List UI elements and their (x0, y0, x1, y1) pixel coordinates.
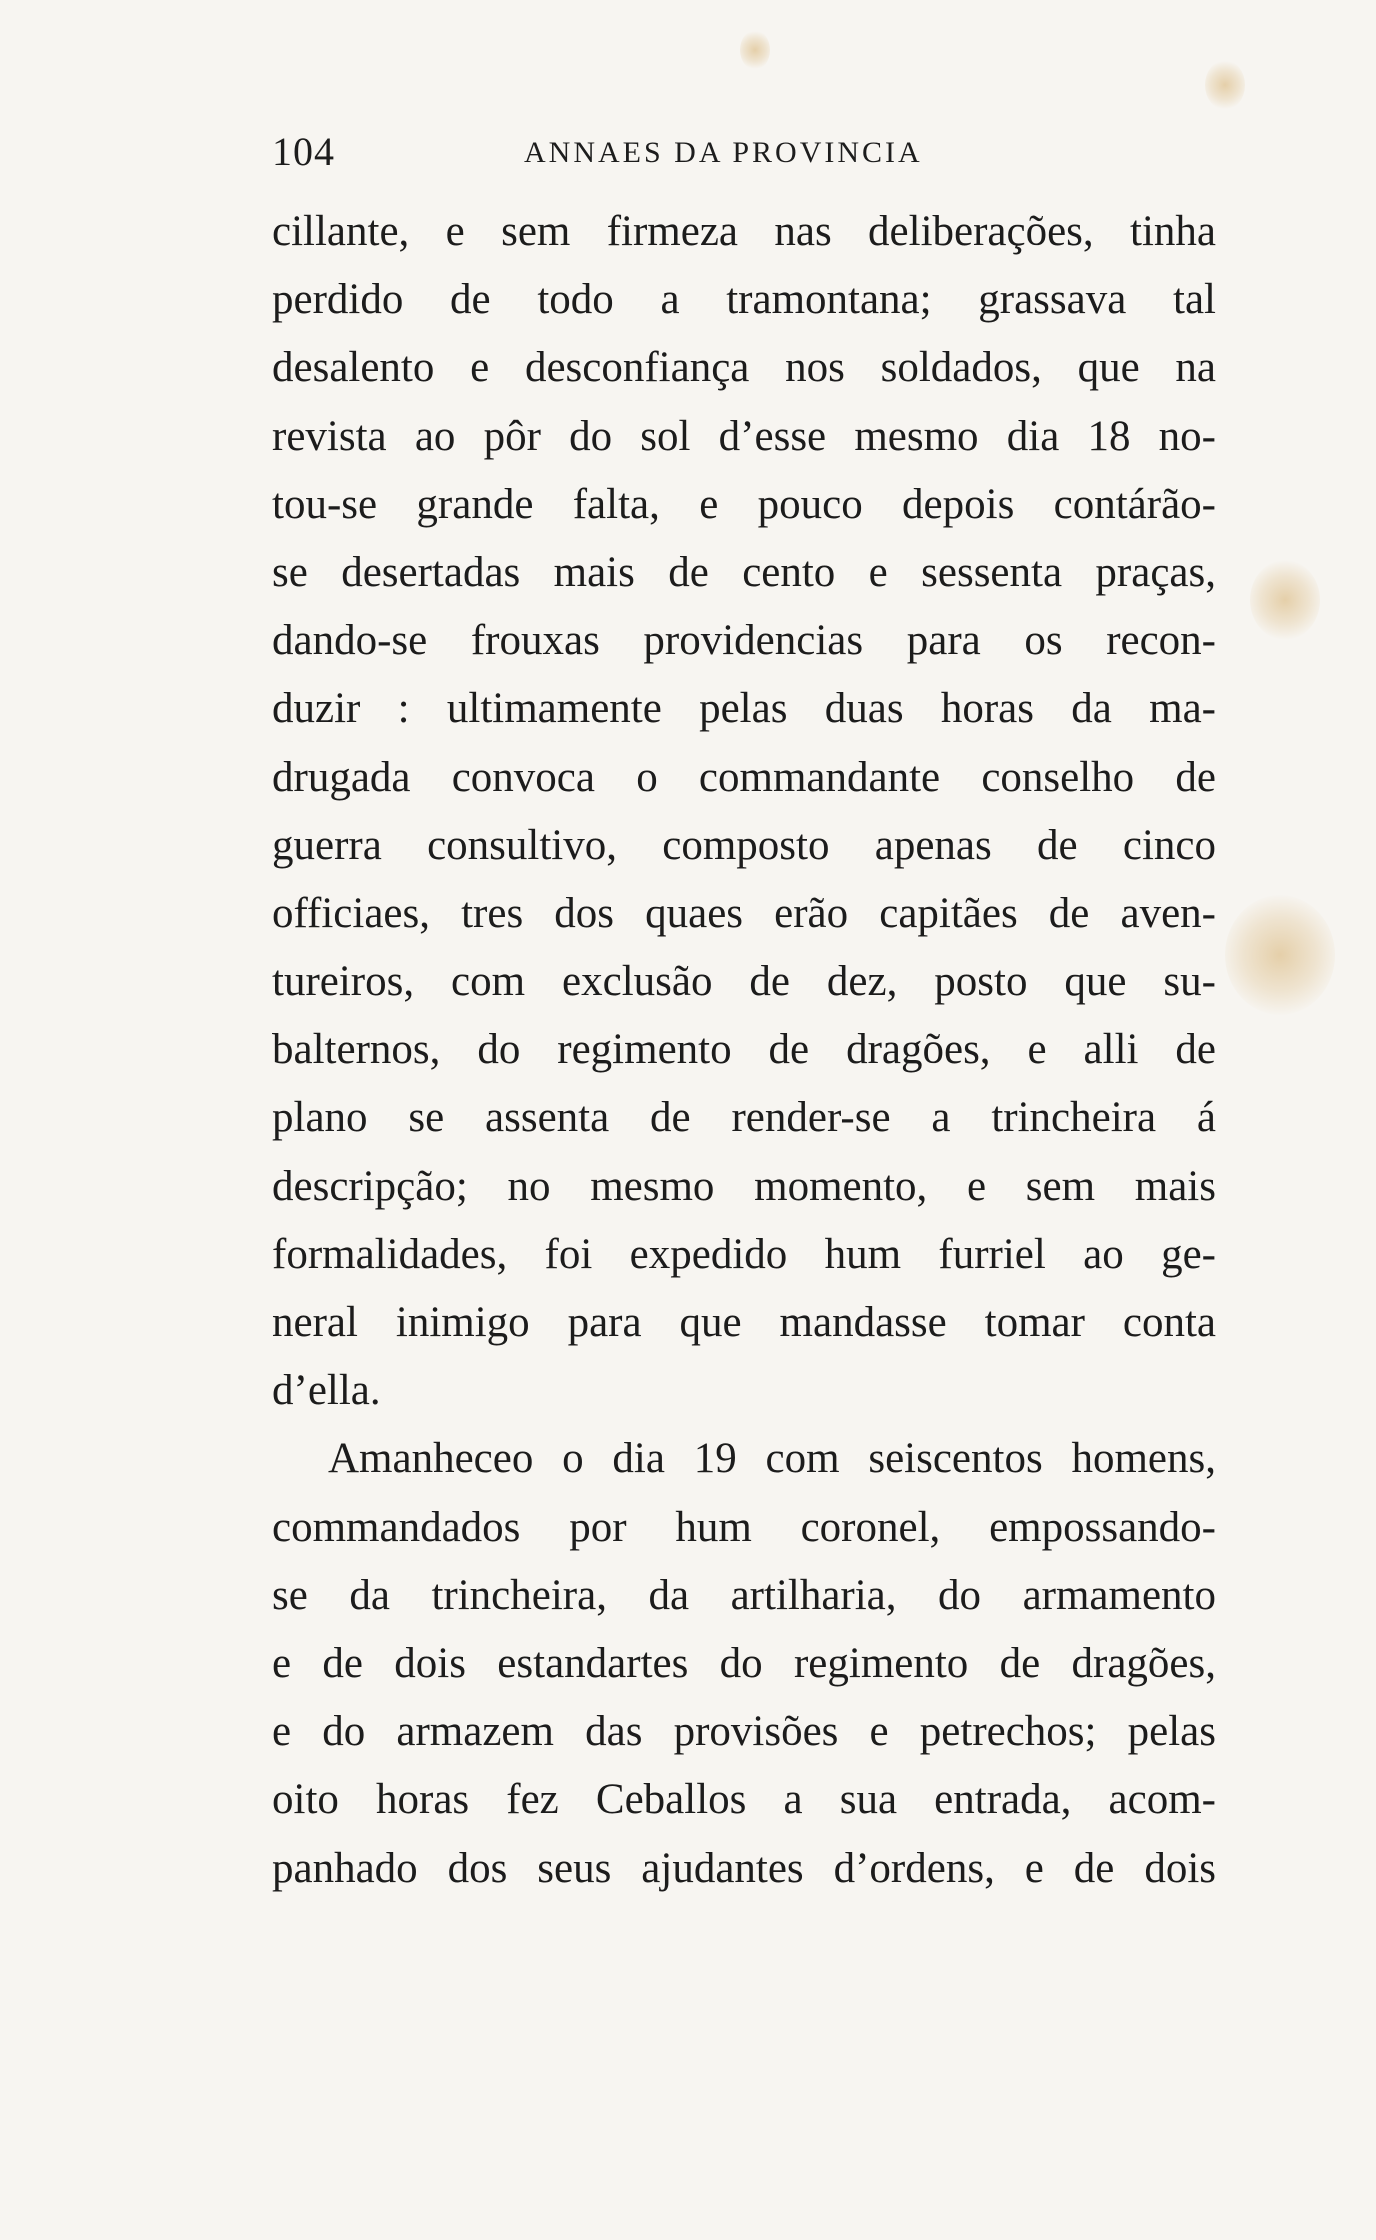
text-line: cillante, e sem firmeza nas deliberações, tinha (272, 208, 1216, 255)
text-line: formalidades, foi expedido hum furriel ao ge- (272, 1230, 1216, 1278)
text-line: guerra consultivo, composto apenas de cinco (272, 821, 1216, 869)
text-line: duzir : ultimamente pelas duas horas da ma- (272, 685, 1216, 733)
text-line: tureiros, com exclusão de dez, posto que su- (272, 958, 1216, 1006)
text-line: tou-se grande falta, e pouco depois contárão- (272, 480, 1216, 528)
foxing-stain (1205, 60, 1245, 110)
text-line: neral inimigo para que mandasse tomar conta (272, 1299, 1216, 1346)
text-line: descripção; no mesmo momento, e sem mais (272, 1162, 1216, 1210)
page-header (272, 128, 1212, 188)
text-line: dando-se frouxas providencias para os recon- (272, 617, 1216, 665)
text-line: plano se assenta de render-se a trincheira á (272, 1094, 1216, 1142)
text-line: drugada convoca o commandante conselho de (272, 753, 1216, 801)
text-line: commandados por hum coronel, empossando- (272, 1503, 1216, 1551)
text-line: e de dois estandartes do regimento de dragões, (272, 1639, 1216, 1687)
text-line: desalento e desconfiança nos soldados, que na (272, 344, 1216, 392)
running-head: ANNAES DA PROVINCIA (524, 136, 923, 169)
text-line: panhado dos seus ajudantes d’ordens, e de dois (272, 1844, 1216, 1892)
foxing-stain (1250, 560, 1320, 640)
text-line: officiaes, tres dos quaes erão capitães de aven- (272, 889, 1216, 937)
page-number: 104 (272, 129, 335, 174)
text-line: d’ella. (272, 1367, 381, 1415)
foxing-stain (1225, 895, 1335, 1015)
text-line: se da trincheira, da artilharia, do armamento (272, 1571, 1216, 1619)
text-line: perdido de todo a tramontana; grassava tal (272, 276, 1216, 324)
body-text (272, 198, 1216, 1903)
text-line: se desertadas mais de cento e sessenta praças, (272, 548, 1216, 596)
foxing-stain (740, 30, 770, 70)
text-line: oito horas fez Ceballos a sua entrada, acom- (272, 1776, 1216, 1824)
text-line: Amanheceo o dia 19 com seiscentos homens, (328, 1435, 1216, 1483)
text-line: e do armazem das provisões e petrechos; pelas (272, 1708, 1216, 1756)
text-line: balternos, do regimento de dragões, e alli de (272, 1026, 1216, 1074)
text-line: revista ao pôr do sol d’esse mesmo dia 18 no- (272, 412, 1216, 460)
